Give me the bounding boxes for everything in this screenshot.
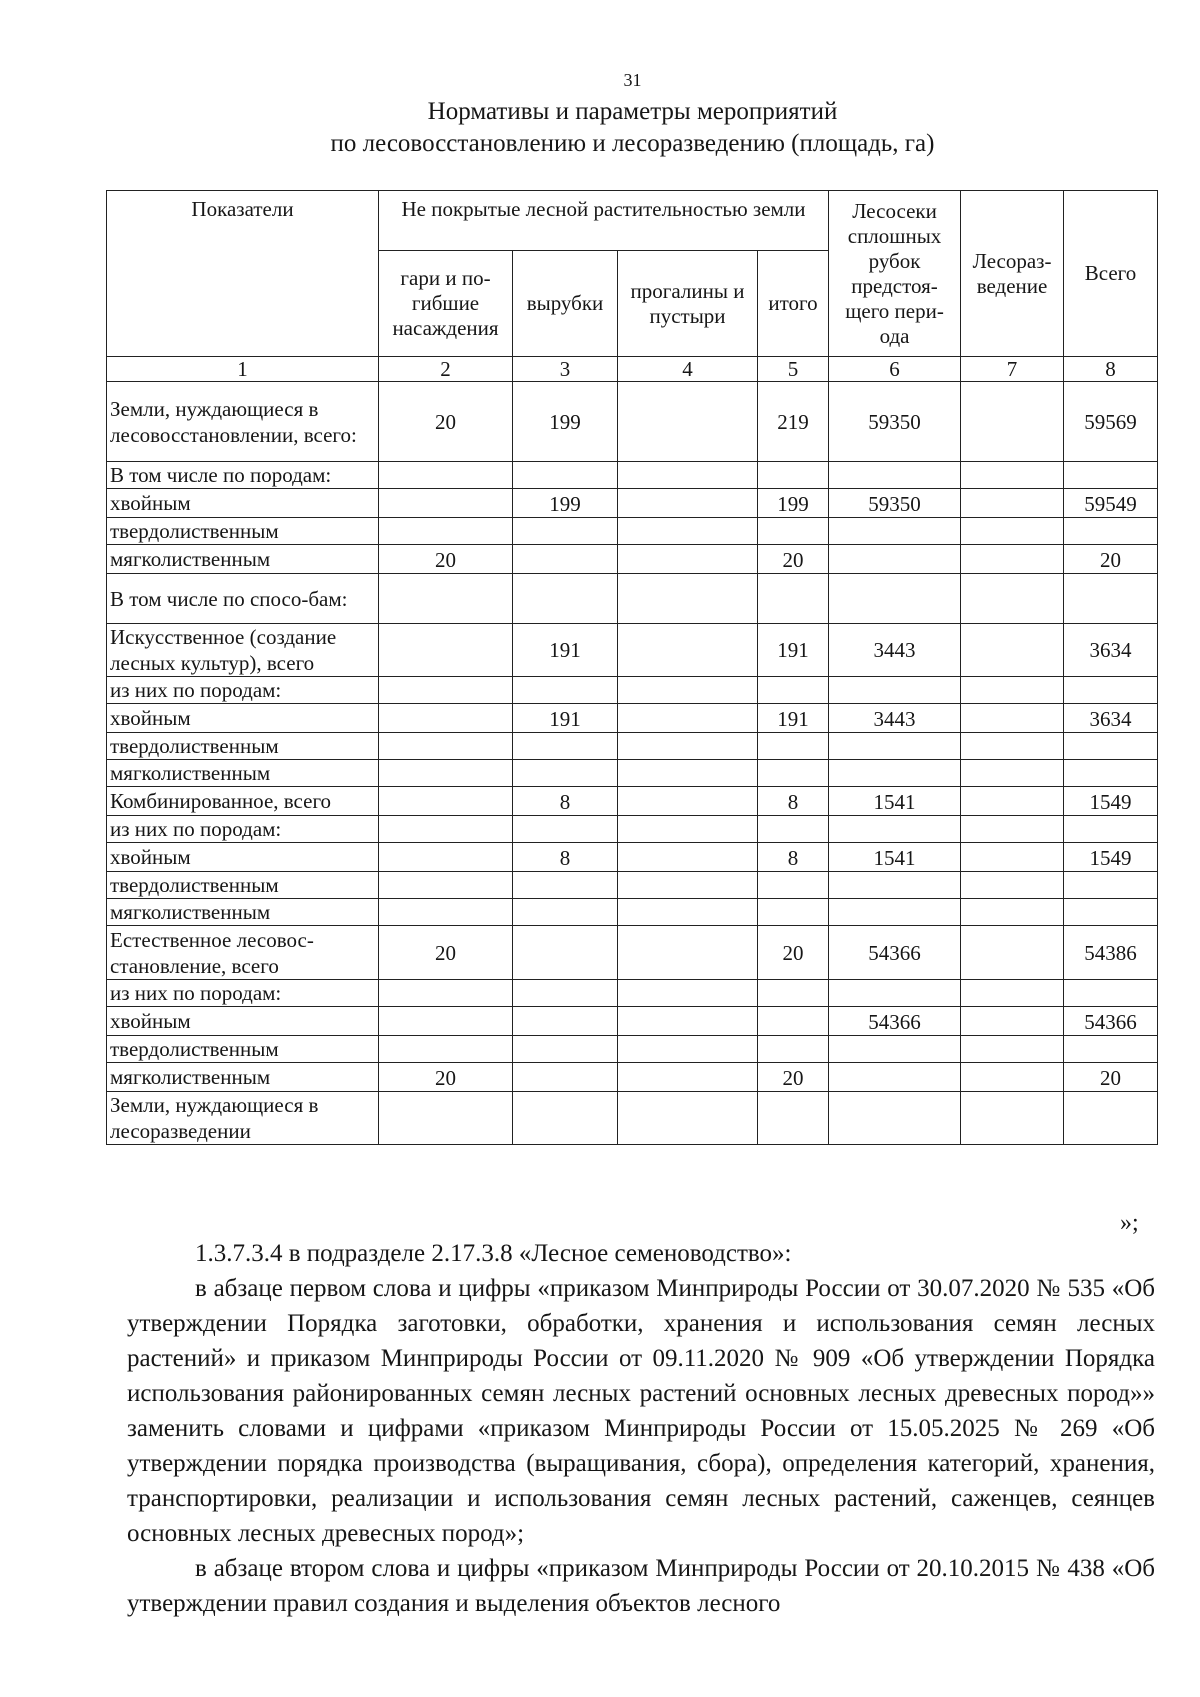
paragraph-first: в абзаце первом слова и цифры «приказом Минприроды России от 30.07.2020 № 535 «Об утверждении Порядка заготовки, обработки, хранения и использования семян лесных растений» и приказом Минприроды России от 09.11.2020 № 909 «Об утверждении Порядка использования районированных семян лесных растений основных лесных древесных пород»» заменить словами и цифрами «приказом Минприроды России от 15.05.2025 № 269 «Об утверждении порядка производства (выращивания, сбора), определения категорий, хранения, транспортировки, реализации и использования семян лесных растений, саженцев, сеянцев основных лесных древесных пород»; bbox=[127, 1275, 1155, 1547]
cell-c6: 54366 bbox=[829, 1007, 961, 1036]
row-label: хвойным bbox=[107, 1007, 379, 1036]
cell-c3 bbox=[513, 545, 618, 574]
cell-c6 bbox=[829, 677, 961, 704]
cell-c6 bbox=[829, 518, 961, 545]
cell-c7 bbox=[961, 816, 1064, 843]
cell-c6: 3443 bbox=[829, 704, 961, 733]
header-clearcut-areas: Лесосеки сплошных рубок предстоя-щего пери-ода bbox=[829, 191, 961, 357]
cell-c7 bbox=[961, 704, 1064, 733]
row-label: Земли, нуждающиеся в лесоразведении bbox=[107, 1092, 379, 1145]
cell-c4 bbox=[618, 545, 758, 574]
cell-c6 bbox=[829, 462, 961, 489]
row-label: твердолиственным bbox=[107, 1036, 379, 1063]
cell-c7 bbox=[961, 1092, 1064, 1145]
cell-c7 bbox=[961, 462, 1064, 489]
header-uncovered-lands: Не покрытые лесной растительностью земли bbox=[379, 191, 829, 251]
cell-c5: 191 bbox=[758, 704, 829, 733]
cell-c5 bbox=[758, 1092, 829, 1145]
row-label: твердолиственным bbox=[107, 733, 379, 760]
cell-c3 bbox=[513, 816, 618, 843]
header-subtotal: итого bbox=[758, 251, 829, 357]
cell-c7 bbox=[961, 489, 1064, 518]
table-row bbox=[107, 843, 1158, 872]
cell-c2: 20 bbox=[379, 545, 513, 574]
cell-c5: 199 bbox=[758, 489, 829, 518]
cell-c8: 59549 bbox=[1064, 489, 1158, 518]
row-label: из них по породам: bbox=[107, 677, 379, 704]
cell-c7 bbox=[961, 574, 1064, 624]
cell-c2 bbox=[379, 1036, 513, 1063]
cell-c6 bbox=[829, 733, 961, 760]
cell-c8: 20 bbox=[1064, 545, 1158, 574]
cell-c4 bbox=[618, 624, 758, 677]
cell-c2 bbox=[379, 872, 513, 899]
row-label: хвойным bbox=[107, 489, 379, 518]
cell-c8 bbox=[1064, 816, 1158, 843]
table-row bbox=[107, 760, 1158, 787]
cell-c6 bbox=[829, 1092, 961, 1145]
cell-c2 bbox=[379, 1092, 513, 1145]
cell-c4 bbox=[618, 574, 758, 624]
cell-c4 bbox=[618, 899, 758, 926]
cell-c3: 8 bbox=[513, 787, 618, 816]
cell-c8 bbox=[1064, 980, 1158, 1007]
cell-c4 bbox=[618, 1007, 758, 1036]
table-body bbox=[107, 382, 1158, 1145]
table-row bbox=[107, 489, 1158, 518]
table-row bbox=[107, 733, 1158, 760]
cell-c3 bbox=[513, 518, 618, 545]
cell-c7 bbox=[961, 843, 1064, 872]
row-label: мягколиственным bbox=[107, 1063, 379, 1092]
cell-c2: 20 bbox=[379, 382, 513, 462]
cell-c6: 54366 bbox=[829, 926, 961, 980]
cell-c7 bbox=[961, 382, 1064, 462]
cell-c4 bbox=[618, 1036, 758, 1063]
cell-c8 bbox=[1064, 872, 1158, 899]
cell-c8 bbox=[1064, 518, 1158, 545]
cell-c8: 54366 bbox=[1064, 1007, 1158, 1036]
document-title bbox=[0, 96, 1200, 160]
column-number: 7 bbox=[961, 357, 1064, 382]
cell-c7 bbox=[961, 787, 1064, 816]
cell-c4 bbox=[618, 704, 758, 733]
cell-c2 bbox=[379, 760, 513, 787]
row-label: из них по породам: bbox=[107, 816, 379, 843]
closing-quote-mark: »; bbox=[1120, 1210, 1139, 1236]
column-number: 6 bbox=[829, 357, 961, 382]
cell-c5: 191 bbox=[758, 624, 829, 677]
table-header bbox=[107, 191, 1158, 382]
cell-c3 bbox=[513, 1036, 618, 1063]
cell-c5 bbox=[758, 574, 829, 624]
column-number-row bbox=[107, 357, 1158, 382]
column-number: 3 bbox=[513, 357, 618, 382]
cell-c3: 191 bbox=[513, 704, 618, 733]
cell-c2 bbox=[379, 574, 513, 624]
cell-c8 bbox=[1064, 899, 1158, 926]
cell-c7 bbox=[961, 677, 1064, 704]
cell-c5: 20 bbox=[758, 926, 829, 980]
cell-c6: 1541 bbox=[829, 843, 961, 872]
cell-c5 bbox=[758, 980, 829, 1007]
column-number: 4 bbox=[618, 357, 758, 382]
cell-c4 bbox=[618, 733, 758, 760]
table-row bbox=[107, 574, 1158, 624]
row-label: мягколиственным bbox=[107, 899, 379, 926]
column-number: 1 bbox=[107, 357, 379, 382]
cell-c4 bbox=[618, 980, 758, 1007]
cell-c5 bbox=[758, 816, 829, 843]
table-row bbox=[107, 1007, 1158, 1036]
cell-c6: 59350 bbox=[829, 382, 961, 462]
cell-c6 bbox=[829, 760, 961, 787]
table-row bbox=[107, 926, 1158, 980]
cell-c5 bbox=[758, 733, 829, 760]
cell-c4 bbox=[618, 787, 758, 816]
cell-c3 bbox=[513, 462, 618, 489]
cell-c7 bbox=[961, 899, 1064, 926]
cell-c6 bbox=[829, 980, 961, 1007]
cell-c3 bbox=[513, 899, 618, 926]
row-label: Естественное лесовос-становление, всего bbox=[107, 926, 379, 980]
cell-c8 bbox=[1064, 1036, 1158, 1063]
cell-c3: 8 bbox=[513, 843, 618, 872]
cell-c7 bbox=[961, 1036, 1064, 1063]
table-row bbox=[107, 462, 1158, 489]
cell-c7 bbox=[961, 760, 1064, 787]
row-label: Земли, нуждающиеся в лесовосстановлении, всего: bbox=[107, 382, 379, 462]
cell-c3 bbox=[513, 980, 618, 1007]
page-number: 31 bbox=[623, 70, 642, 90]
cell-c2 bbox=[379, 624, 513, 677]
cell-c2 bbox=[379, 899, 513, 926]
cell-c4 bbox=[618, 1063, 758, 1092]
cell-c3 bbox=[513, 677, 618, 704]
cell-c5 bbox=[758, 1007, 829, 1036]
cell-c8 bbox=[1064, 462, 1158, 489]
cell-c6 bbox=[829, 899, 961, 926]
title-line-2: по лесовосстановлению и лесоразведению (площадь, га) bbox=[330, 130, 935, 157]
cell-c3: 199 bbox=[513, 489, 618, 518]
cell-c4 bbox=[618, 926, 758, 980]
cell-c3 bbox=[513, 574, 618, 624]
cell-c3: 199 bbox=[513, 382, 618, 462]
cell-c7 bbox=[961, 545, 1064, 574]
cell-c5: 8 bbox=[758, 787, 829, 816]
cell-c2 bbox=[379, 518, 513, 545]
row-label: твердолиственным bbox=[107, 518, 379, 545]
table-row bbox=[107, 704, 1158, 733]
norms-table bbox=[106, 190, 1158, 1145]
cell-c5: 219 bbox=[758, 382, 829, 462]
cell-c6 bbox=[829, 1063, 961, 1092]
cell-c5 bbox=[758, 518, 829, 545]
cell-c8: 1549 bbox=[1064, 843, 1158, 872]
cell-c6 bbox=[829, 545, 961, 574]
cell-c2 bbox=[379, 843, 513, 872]
cell-c2 bbox=[379, 489, 513, 518]
table-row bbox=[107, 382, 1158, 462]
cell-c8: 1549 bbox=[1064, 787, 1158, 816]
table-row bbox=[107, 980, 1158, 1007]
cell-c4 bbox=[618, 1092, 758, 1145]
cell-c3 bbox=[513, 1007, 618, 1036]
paragraph-second: в абзаце втором слова и цифры «приказом Минприроды России от 20.10.2015 № 438 «Об утверждении правил создания и выделения объектов лесного bbox=[127, 1555, 1155, 1617]
cell-c5: 20 bbox=[758, 545, 829, 574]
cell-c8 bbox=[1064, 1092, 1158, 1145]
header-indicators: Показатели bbox=[107, 191, 379, 357]
cell-c8 bbox=[1064, 733, 1158, 760]
cell-c4 bbox=[618, 382, 758, 462]
cell-c2 bbox=[379, 462, 513, 489]
cell-c4 bbox=[618, 760, 758, 787]
cell-c5 bbox=[758, 1036, 829, 1063]
header-glades: прогалины и пустыри bbox=[618, 251, 758, 357]
cell-c4 bbox=[618, 872, 758, 899]
header-total: Всего bbox=[1064, 191, 1158, 357]
cell-c3 bbox=[513, 872, 618, 899]
cell-c6 bbox=[829, 574, 961, 624]
row-label: В том числе по спосо-бам: bbox=[107, 574, 379, 624]
header-afforestation: Лесораз-ведение bbox=[961, 191, 1064, 357]
cell-c5 bbox=[758, 462, 829, 489]
cell-c5 bbox=[758, 872, 829, 899]
cell-c2 bbox=[379, 816, 513, 843]
cell-c7 bbox=[961, 1007, 1064, 1036]
table-row bbox=[107, 899, 1158, 926]
table-row bbox=[107, 1092, 1158, 1145]
title-line-1: Нормативы и параметры мероприятий bbox=[427, 98, 838, 125]
row-label: из них по породам: bbox=[107, 980, 379, 1007]
header-burned: гари и по-гибшие насаждения bbox=[379, 251, 513, 357]
cell-c2 bbox=[379, 787, 513, 816]
row-label: мягколиственным bbox=[107, 545, 379, 574]
cell-c4 bbox=[618, 816, 758, 843]
cell-c5 bbox=[758, 760, 829, 787]
table-row bbox=[107, 1063, 1158, 1092]
cell-c8 bbox=[1064, 574, 1158, 624]
table-row bbox=[107, 816, 1158, 843]
column-number: 2 bbox=[379, 357, 513, 382]
cell-c8: 3634 bbox=[1064, 704, 1158, 733]
table-row bbox=[107, 624, 1158, 677]
cell-c3 bbox=[513, 926, 618, 980]
cell-c3 bbox=[513, 760, 618, 787]
cell-c5 bbox=[758, 677, 829, 704]
cell-c5: 8 bbox=[758, 843, 829, 872]
cell-c6: 3443 bbox=[829, 624, 961, 677]
cell-c7 bbox=[961, 980, 1064, 1007]
cell-c2 bbox=[379, 733, 513, 760]
cell-c2: 20 bbox=[379, 1063, 513, 1092]
table-row bbox=[107, 677, 1158, 704]
cell-c6 bbox=[829, 816, 961, 843]
column-number: 5 bbox=[758, 357, 829, 382]
cell-c4 bbox=[618, 677, 758, 704]
cell-c4 bbox=[618, 843, 758, 872]
cell-c7 bbox=[961, 926, 1064, 980]
table-row bbox=[107, 518, 1158, 545]
cell-c5 bbox=[758, 899, 829, 926]
section-heading: 1.3.7.3.4 в подразделе 2.17.3.8 «Лесное семеноводство»: bbox=[195, 1240, 792, 1267]
row-label: Искусственное (создание лесных культур), всего bbox=[107, 624, 379, 677]
cell-c3: 191 bbox=[513, 624, 618, 677]
table-row bbox=[107, 1036, 1158, 1063]
cell-c3 bbox=[513, 1092, 618, 1145]
cell-c7 bbox=[961, 1063, 1064, 1092]
cell-c7 bbox=[961, 733, 1064, 760]
cell-c6: 59350 bbox=[829, 489, 961, 518]
cell-c4 bbox=[618, 462, 758, 489]
body-text bbox=[127, 1236, 1155, 1621]
row-label: мягколиственным bbox=[107, 760, 379, 787]
row-label: Комбинированное, всего bbox=[107, 787, 379, 816]
cell-c7 bbox=[961, 624, 1064, 677]
cell-c8: 59569 bbox=[1064, 382, 1158, 462]
cell-c6: 1541 bbox=[829, 787, 961, 816]
row-label: В том числе по породам: bbox=[107, 462, 379, 489]
table-row bbox=[107, 872, 1158, 899]
column-number: 8 bbox=[1064, 357, 1158, 382]
cell-c7 bbox=[961, 518, 1064, 545]
cell-c5: 20 bbox=[758, 1063, 829, 1092]
cell-c8: 20 bbox=[1064, 1063, 1158, 1092]
cell-c3 bbox=[513, 733, 618, 760]
cell-c4 bbox=[618, 489, 758, 518]
cell-c8: 54386 bbox=[1064, 926, 1158, 980]
cell-c3 bbox=[513, 1063, 618, 1092]
cell-c8 bbox=[1064, 677, 1158, 704]
cell-c6 bbox=[829, 872, 961, 899]
row-label: хвойным bbox=[107, 843, 379, 872]
cell-c6 bbox=[829, 1036, 961, 1063]
cell-c4 bbox=[618, 518, 758, 545]
table-row bbox=[107, 545, 1158, 574]
cell-c8 bbox=[1064, 760, 1158, 787]
table-row bbox=[107, 787, 1158, 816]
cell-c2: 20 bbox=[379, 926, 513, 980]
cell-c2 bbox=[379, 980, 513, 1007]
cell-c7 bbox=[961, 872, 1064, 899]
header-cuttings: вырубки bbox=[513, 251, 618, 357]
row-label: хвойным bbox=[107, 704, 379, 733]
cell-c8: 3634 bbox=[1064, 624, 1158, 677]
row-label: твердолиственным bbox=[107, 872, 379, 899]
cell-c2 bbox=[379, 1007, 513, 1036]
cell-c2 bbox=[379, 677, 513, 704]
cell-c2 bbox=[379, 704, 513, 733]
